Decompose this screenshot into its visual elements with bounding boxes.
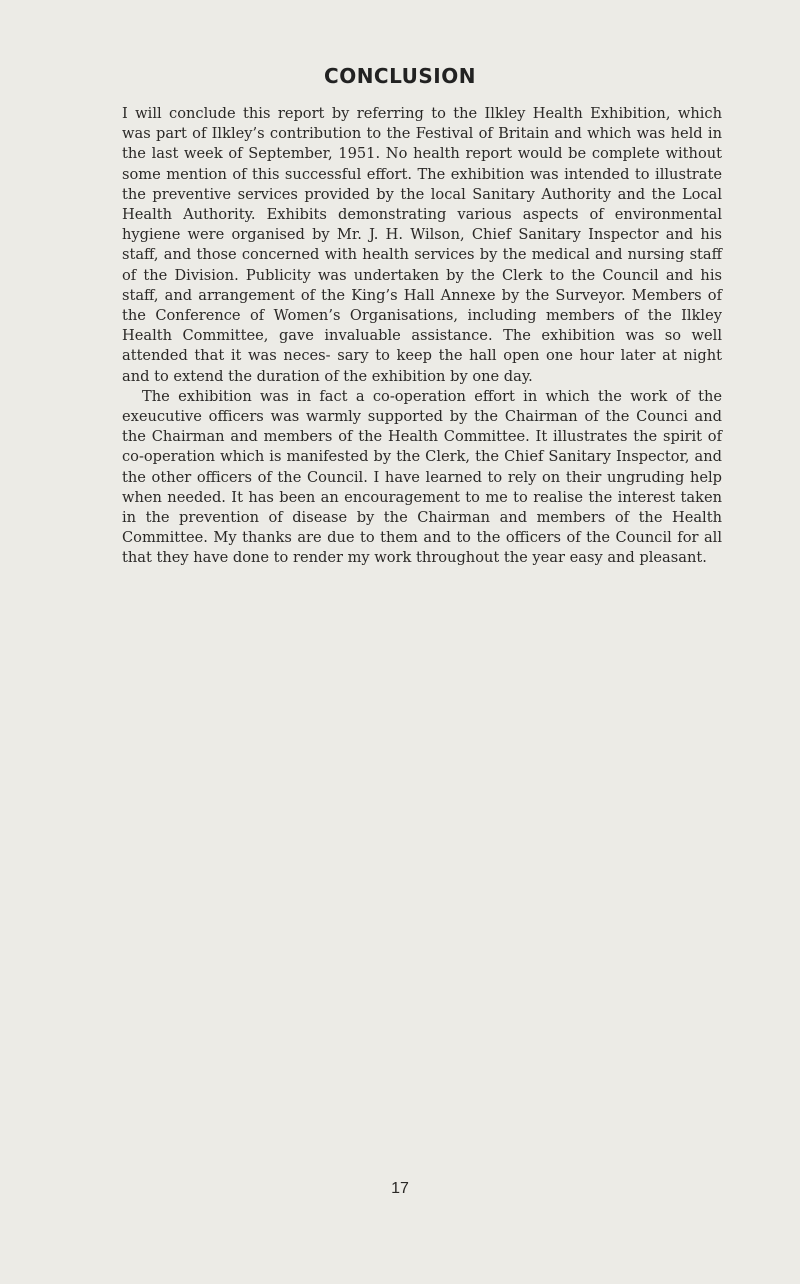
page-number: 17 xyxy=(391,1180,409,1197)
body-text xyxy=(122,104,722,569)
section-heading: CONCLUSION xyxy=(324,64,476,88)
paragraph-cooperation: The exhibition was in fact a co-operation effort in which the work of the exeucutive officers was warmly supported by the Chairman of the Counci and the Chairman and members of the Health Committee. It illustrates the spirit of co-operation which is manifested by the Clerk, the Chief Sanitary Inspector, and the other officers of the Council. I have learned to rely on their ungruding help when needed. It has been an encouragement to me to realise the interest taken in the prevention of disease by the Chairman and members of the Health Committee. My thanks are due to them and to the officers of the Council for all that they have done to render my work throughout the year easy and pleasant. xyxy=(122,387,722,567)
paragraph-exhibition: I will conclude this report by referring to the Ilkley Health Exhibition, which was part of Ilkley’s contribution to the Festival of Britain and which was held in the last week of September, 1951. No health report would be complete without some mention of this successful effort. The exhibition was intended to illustrate the preventive services provided by the local Sanitary Authority and the Local Health Authority. Exhibits demonstrating various aspects of environmental hygiene were organised by Mr. J. H. Wilson, Chief Sanitary Inspector and his staff, and those concerned with health services by the medical and nursing staff of the Division. Publicity was undertaken by the Clerk to the Council and his staff, and arrangement of the King’s Hall Annexe by the Surveyor. Members of the Conference of Women’s Organisations, including members of the Ilkley Health Committee, gave invaluable assistance. The exhibition was so well attended that it was neces- sary to keep the hall open one hour later at night and to extend the duration of the exhibition by one day. xyxy=(122,105,722,385)
